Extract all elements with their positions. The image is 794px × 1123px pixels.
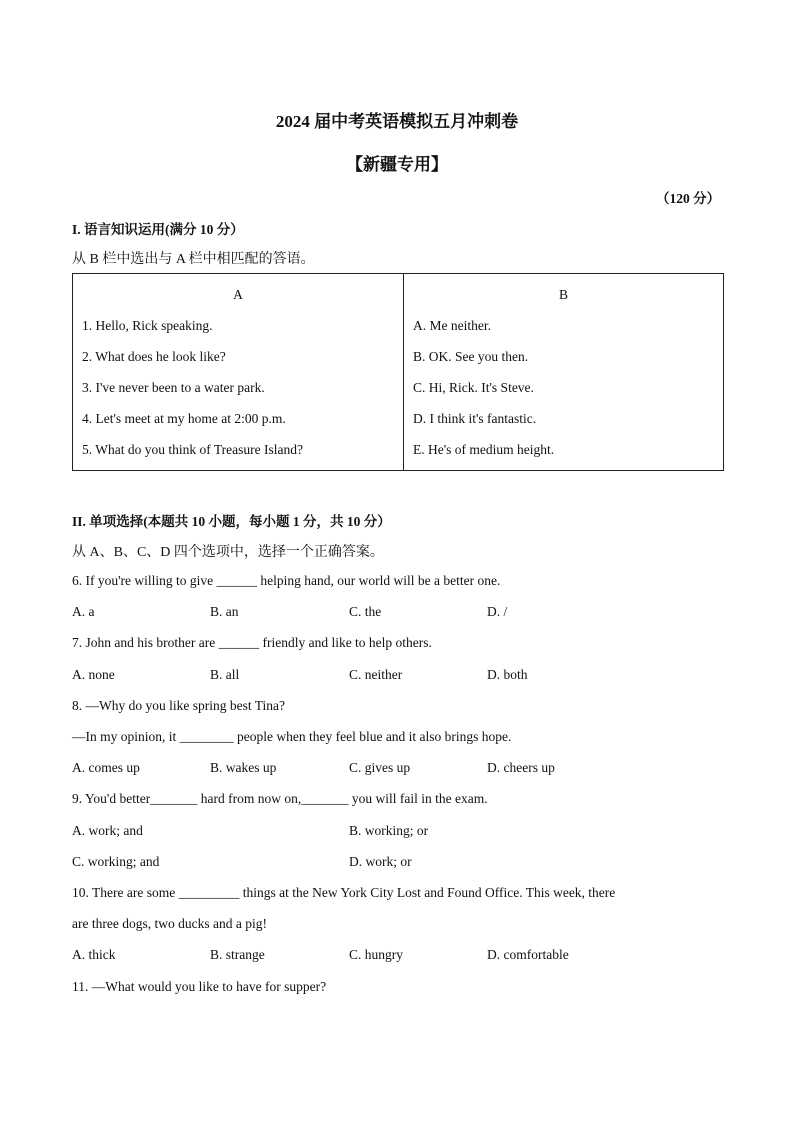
- column-b-item: C. Hi, Rick. It's Steve.: [413, 380, 534, 395]
- question-7-option-b: B. all: [210, 667, 240, 682]
- section1-instruction: 从 B 栏中选出与 A 栏中相匹配的答语。: [72, 252, 315, 267]
- column-a-item: 4. Let's meet at my home at 2:00 p.m.: [82, 411, 286, 426]
- column-b-item: A. Me neither.: [413, 318, 491, 333]
- column-a-header: A: [233, 287, 243, 302]
- section2-heading: II. 单项选择(本题共 10 小题，每小题 1 分，共 10 分）: [72, 514, 391, 529]
- column-b-header: B: [558, 287, 568, 302]
- question-9-option-c: C. working; and: [72, 854, 160, 869]
- exam-title: 2024 届中考英语模拟五月冲刺卷: [275, 112, 519, 131]
- question-6-option-d: D. /: [487, 604, 508, 619]
- column-a-item: 3. I've never been to a water park.: [82, 380, 265, 395]
- question-10-option-d: D. comfortable: [487, 947, 569, 962]
- question-7-stem: 7. John and his brother are ______ friendly and like to help others.: [72, 635, 432, 650]
- column-a-item: 2. What does he look like?: [82, 349, 226, 364]
- question-7-option-d: D. both: [487, 667, 528, 682]
- question-6-option-b: B. an: [210, 604, 239, 619]
- question-10-option-c: C. hungry: [349, 947, 403, 962]
- column-a-item: 5. What do you think of Treasure Island?: [82, 442, 303, 457]
- question-10-line2: are three dogs, two ducks and a pig!: [72, 916, 267, 931]
- question-10-option-a: A. thick: [72, 947, 116, 962]
- question-11-stem: 11. —What would you like to have for supper?: [72, 979, 327, 994]
- question-7-option-a: A. none: [72, 667, 115, 682]
- exam-subtitle: 【新疆专用】: [346, 155, 448, 174]
- question-8-option-b: B. wakes up: [210, 760, 277, 775]
- matching-table: [72, 273, 724, 471]
- question-9-stem: 9. You'd better_______ hard from now on,_______ you will fail in the exam.: [72, 791, 488, 806]
- question-8-option-d: D. cheers up: [487, 760, 555, 775]
- column-b-item: B. OK. See you then.: [413, 349, 529, 364]
- question-9-option-a: A. work; and: [72, 823, 143, 838]
- question-8-option-c: C. gives up: [349, 760, 411, 775]
- column-b-item: D. I think it's fantastic.: [413, 411, 537, 426]
- column-a-item: 1. Hello, Rick speaking.: [82, 318, 213, 333]
- total-score: （120 分）: [656, 191, 721, 206]
- question-9-option-d: D. work; or: [349, 854, 412, 869]
- question-6-option-a: A. a: [72, 604, 95, 619]
- question-7-option-c: C. neither: [349, 667, 403, 682]
- column-b-item: E. He's of medium height.: [413, 442, 555, 457]
- question-9-option-b: B. working; or: [349, 823, 429, 838]
- column-b: [404, 274, 724, 471]
- question-8-line2: —In my opinion, it ________ people when they feel blue and it also brings hope.: [72, 729, 512, 744]
- question-8-line1: 8. —Why do you like spring best Tina?: [72, 698, 285, 713]
- column-a: [73, 274, 404, 471]
- question-6-stem: 6. If you're willing to give ______ helping hand, our world will be a better one.: [72, 573, 501, 588]
- question-6-option-c: C. the: [349, 604, 382, 619]
- question-10-option-b: B. strange: [210, 947, 265, 962]
- question-8-option-a: A. comes up: [72, 760, 140, 775]
- section2-instruction: 从 A、B、C、D 四个选项中，选择一个正确答案。: [72, 545, 384, 560]
- section1-heading: I. 语言知识运用(满分 10 分）: [72, 222, 244, 237]
- question-10-line1: 10. There are some _________ things at the New York City Lost and Found Office. This week, there: [72, 885, 616, 900]
